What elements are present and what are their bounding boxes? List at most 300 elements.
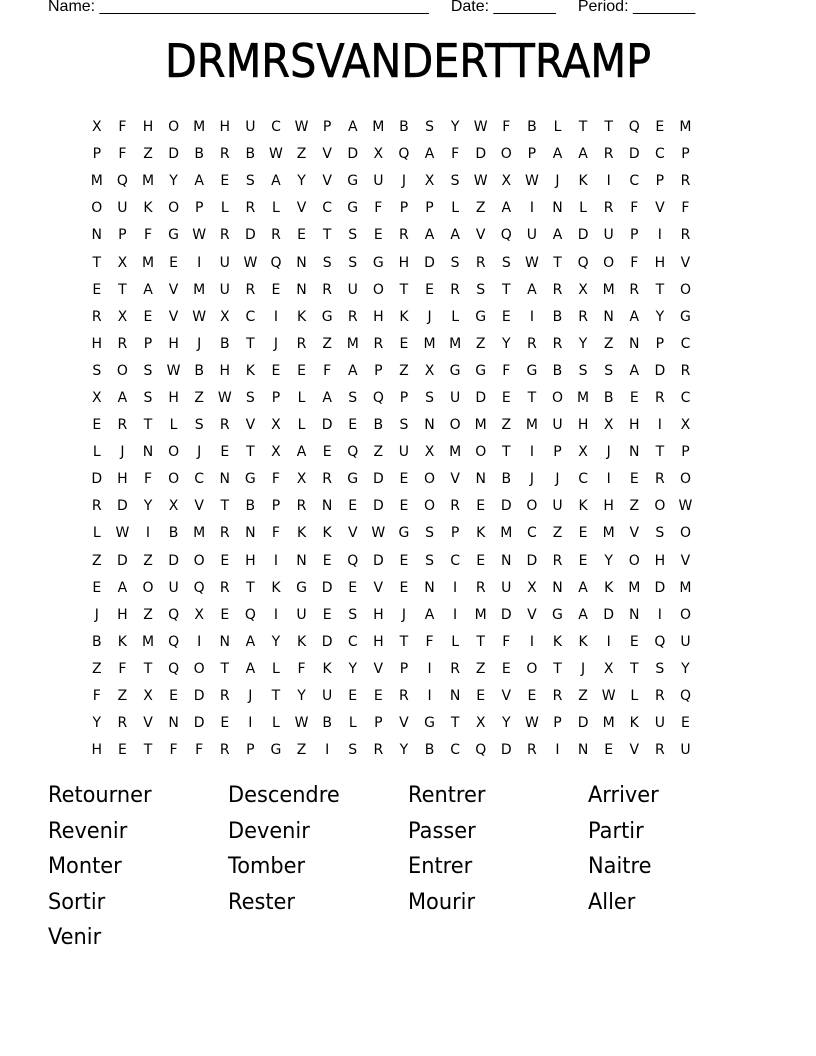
grid-letter: H xyxy=(168,389,179,406)
grid-row xyxy=(84,249,698,276)
grid-letter: R xyxy=(322,281,332,298)
grid-letter: X xyxy=(219,308,230,325)
grid-letter: U xyxy=(654,715,665,732)
grid-letter: H xyxy=(373,633,384,650)
grid-letter: U xyxy=(296,606,307,623)
grid-letter: Y xyxy=(143,498,153,515)
grid-letter: F xyxy=(297,660,306,677)
grid-row xyxy=(84,358,698,385)
grid-letter: C xyxy=(450,742,460,759)
grid-letter: G xyxy=(168,227,179,244)
period-label: Period: xyxy=(577,0,629,15)
grid-letter: X xyxy=(578,444,588,461)
word-list-item: Revenir xyxy=(48,818,128,844)
grid-letter: V xyxy=(680,254,691,271)
grid-letter: E xyxy=(655,119,665,136)
grid-letter: X xyxy=(424,362,435,379)
grid-letter: R xyxy=(552,688,563,705)
period-blank: _______ xyxy=(632,0,696,15)
grid-letter: K xyxy=(296,633,307,650)
grid-letter: F xyxy=(374,200,383,217)
grid-letter: H xyxy=(629,417,640,434)
grid-letter: M xyxy=(141,254,155,271)
grid-letter: I xyxy=(657,417,662,434)
grid-letter: Q xyxy=(116,173,128,190)
grid-letter: E xyxy=(373,688,383,705)
grid-letter: S xyxy=(348,389,358,406)
grid-letter: S xyxy=(425,552,434,569)
grid-letter: Z xyxy=(143,606,153,623)
grid-letter: P xyxy=(681,444,690,461)
grid-letter: W xyxy=(473,173,488,190)
grid-letter: W xyxy=(371,525,386,542)
grid-letter: L xyxy=(220,200,229,217)
grid-letter: A xyxy=(552,146,563,163)
grid-letter: A xyxy=(450,227,460,244)
grid-letter: M xyxy=(449,444,462,461)
grid-letter: L xyxy=(272,715,280,732)
grid-letter: E xyxy=(143,308,153,325)
grid-letter: T xyxy=(322,227,332,244)
grid-letter: V xyxy=(347,525,358,542)
grid-letter: Q xyxy=(168,633,180,650)
grid-letter: J xyxy=(555,471,560,488)
grid-row xyxy=(84,195,698,222)
grid-letter: I xyxy=(248,715,253,732)
grid-letter: R xyxy=(629,281,640,298)
grid-letter: R xyxy=(603,200,614,217)
grid-letter: Z xyxy=(92,552,102,569)
grid-letter: D xyxy=(117,498,128,515)
grid-letter: J xyxy=(401,173,406,190)
grid-letter: E xyxy=(348,417,358,434)
grid-letter: P xyxy=(194,200,204,217)
grid-letter: I xyxy=(606,633,611,650)
grid-letter: E xyxy=(399,471,409,488)
grid-letter: D xyxy=(475,146,487,163)
grid-letter: M xyxy=(602,281,615,298)
grid-letter: W xyxy=(192,308,207,325)
word-list xyxy=(48,780,808,958)
grid-letter: X xyxy=(92,389,102,406)
grid-letter: N xyxy=(424,579,435,596)
word-list-item: Sortir xyxy=(48,889,106,915)
grid-letter: T xyxy=(604,119,613,136)
grid-letter: N xyxy=(629,335,640,352)
grid-letter: R xyxy=(450,281,460,298)
grid-letter: Y xyxy=(502,715,511,732)
grid-row xyxy=(84,331,698,358)
word-list-item: Retourner xyxy=(48,783,152,808)
grid-letter: R xyxy=(117,335,128,352)
grid-letter: E xyxy=(681,715,690,732)
grid-letter: A xyxy=(296,444,307,461)
grid-letter: W xyxy=(524,173,539,190)
grid-letter: Q xyxy=(398,146,410,163)
grid-letter: D xyxy=(500,606,512,623)
grid-letter: D xyxy=(475,389,487,406)
grid-letter: V xyxy=(475,227,486,244)
grid-letter: A xyxy=(501,200,512,217)
grid-letter: I xyxy=(657,606,662,623)
word-list-item: Rester xyxy=(228,889,295,915)
grid-letter: H xyxy=(398,254,410,271)
grid-letter: I xyxy=(197,254,202,271)
grid-letter: E xyxy=(322,552,332,569)
grid-letter: E xyxy=(271,281,281,298)
grid-letter: H xyxy=(142,119,154,136)
grid-letter: N xyxy=(219,471,230,488)
grid-letter: K xyxy=(578,498,588,515)
grid-letter: S xyxy=(143,389,153,406)
grid-letter: H xyxy=(654,552,666,569)
grid-letter: G xyxy=(296,579,307,596)
date-label: Date: xyxy=(450,0,490,15)
grid-letter: X xyxy=(296,471,307,488)
grid-letter: N xyxy=(577,742,589,759)
grid-letter: R xyxy=(654,389,665,406)
grid-letter: T xyxy=(246,444,255,461)
word-list-item: Entrer xyxy=(408,854,473,879)
grid-letter: U xyxy=(245,119,256,136)
grid-letter: Q xyxy=(193,579,205,596)
grid-letter: M xyxy=(346,335,359,352)
grid-letter: L xyxy=(553,119,562,136)
grid-letter: G xyxy=(347,200,359,217)
grid-letter: A xyxy=(629,308,640,325)
grid-letter: U xyxy=(526,227,538,244)
grid-letter: N xyxy=(449,688,461,705)
grid-letter: M xyxy=(679,119,692,136)
grid-letter: D xyxy=(603,606,615,623)
grid-letter: T xyxy=(220,498,230,515)
grid-letter: J xyxy=(427,308,432,325)
grid-letter: M xyxy=(423,335,436,352)
name-blank: _____________________________________ xyxy=(99,0,429,15)
grid-letter: N xyxy=(296,254,307,271)
grid-letter: W xyxy=(166,362,181,379)
grid-letter: R xyxy=(245,200,256,217)
grid-letter: N xyxy=(629,606,640,623)
grid-letter: V xyxy=(450,471,460,488)
grid-row xyxy=(84,439,698,466)
grid-letter: C xyxy=(347,633,358,650)
grid-letter: K xyxy=(399,308,409,325)
grid-letter: F xyxy=(92,688,101,705)
grid-letter: H xyxy=(245,552,256,569)
grid-letter: R xyxy=(117,417,128,434)
grid-letter: S xyxy=(450,173,460,190)
grid-letter: V xyxy=(373,579,384,596)
grid-letter: M xyxy=(372,119,385,136)
grid-letter: J xyxy=(197,444,202,461)
grid-letter: C xyxy=(680,335,691,352)
grid-letter: O xyxy=(679,471,691,488)
grid-letter: Z xyxy=(373,444,384,461)
grid-letter: C xyxy=(578,471,588,488)
grid-letter: V xyxy=(399,715,409,732)
grid-letter: B xyxy=(322,715,332,732)
grid-letter: T xyxy=(399,633,409,650)
grid-letter: N xyxy=(603,308,614,325)
grid-letter: W xyxy=(294,119,309,136)
grid-letter: X xyxy=(373,146,384,163)
grid-letter: E xyxy=(527,688,537,705)
grid-letter: R xyxy=(373,335,384,352)
grid-letter: E xyxy=(92,417,102,434)
grid-letter: R xyxy=(219,417,230,434)
grid-letter: N xyxy=(321,498,333,515)
grid-letter: A xyxy=(245,660,256,677)
grid-letter: P xyxy=(271,389,281,406)
grid-letter: S xyxy=(501,254,511,271)
grid-letter: R xyxy=(552,335,563,352)
grid-letter: V xyxy=(629,525,640,542)
grid-letter: M xyxy=(193,119,206,136)
grid-letter: H xyxy=(219,119,231,136)
grid-letter: G xyxy=(372,254,384,271)
grid-row xyxy=(84,222,698,249)
grid-letter: Q xyxy=(168,660,180,677)
grid-letter: B xyxy=(552,362,563,379)
grid-letter: D xyxy=(168,552,179,569)
grid-letter: X xyxy=(194,606,204,623)
grid-letter: E xyxy=(629,471,639,488)
grid-letter: A xyxy=(117,579,128,596)
grid-letter: P xyxy=(92,146,102,163)
grid-letter: E xyxy=(348,688,358,705)
grid-letter: N xyxy=(475,471,486,488)
grid-letter: P xyxy=(399,660,409,677)
grid-letter: Q xyxy=(347,444,359,461)
grid-letter: O xyxy=(193,660,205,677)
word-list-item: Aller xyxy=(588,889,636,915)
grid-letter: J xyxy=(94,606,99,623)
grid-letter: E xyxy=(399,498,409,515)
grid-letter: P xyxy=(399,389,409,406)
grid-letter: B xyxy=(91,633,102,650)
grid-letter: D xyxy=(628,146,640,163)
grid-letter: L xyxy=(451,200,460,217)
grid-letter: A xyxy=(578,146,588,163)
grid-letter: J xyxy=(529,471,534,488)
grid-letter: T xyxy=(502,281,511,298)
grid-letter: C xyxy=(271,119,281,136)
grid-letter: D xyxy=(193,688,205,705)
grid-letter: A xyxy=(552,227,563,244)
grid-letter: M xyxy=(602,715,615,732)
grid-letter: C xyxy=(450,552,460,569)
grid-letter: R xyxy=(680,362,691,379)
grid-letter: W xyxy=(115,525,130,542)
grid-letter: M xyxy=(141,633,155,650)
grid-letter: R xyxy=(117,715,128,732)
grid-letter: W xyxy=(524,254,539,271)
grid-letter: V xyxy=(373,660,384,677)
grid-letter: G xyxy=(398,525,410,542)
grid-letter: J xyxy=(273,335,279,352)
grid-letter: R xyxy=(91,498,102,515)
grid-letter: T xyxy=(143,660,153,677)
grid-letter: F xyxy=(451,146,460,163)
grid-letter: E xyxy=(169,254,178,271)
grid-letter: O xyxy=(679,281,691,298)
grid-letter: W xyxy=(243,254,258,271)
grid-letter: N xyxy=(296,552,307,569)
grid-letter: R xyxy=(399,688,409,705)
grid-letter: P xyxy=(322,119,332,136)
grid-letter: V xyxy=(245,417,256,434)
grid-letter: P xyxy=(681,146,690,163)
grid-letter: T xyxy=(143,417,153,434)
grid-letter: Z xyxy=(578,688,588,705)
grid-letter: S xyxy=(476,281,486,298)
grid-letter: P xyxy=(118,227,127,244)
grid-letter: E xyxy=(348,498,358,515)
grid-letter: Z xyxy=(552,525,563,542)
grid-letter: V xyxy=(296,200,307,217)
word-list-item: Monter xyxy=(48,854,122,879)
grid-letter: E xyxy=(169,688,178,705)
grid-letter: I xyxy=(529,633,534,650)
grid-letter: P xyxy=(527,146,537,163)
grid-letter: E xyxy=(578,552,588,569)
grid-letter: I xyxy=(273,606,279,623)
grid-letter: Y xyxy=(604,552,613,569)
grid-letter: D xyxy=(117,552,128,569)
grid-letter: W xyxy=(269,146,283,163)
grid-letter: P xyxy=(630,227,639,244)
grid-letter: L xyxy=(272,660,280,677)
grid-letter: D xyxy=(168,146,179,163)
grid-letter: N xyxy=(424,417,435,434)
grid-letter: G xyxy=(680,308,691,325)
grid-letter: X xyxy=(271,444,281,461)
grid-letter: H xyxy=(219,362,231,379)
grid-letter: U xyxy=(552,417,563,434)
grid-letter: A xyxy=(347,362,358,379)
grid-letter: E xyxy=(629,389,639,406)
grid-letter: I xyxy=(529,308,534,325)
grid-letter: P xyxy=(143,335,153,352)
grid-letter: E xyxy=(501,660,511,677)
grid-letter: L xyxy=(451,308,460,325)
grid-letter: E xyxy=(220,552,230,569)
grid-letter: F xyxy=(425,633,434,650)
grid-letter: Q xyxy=(347,552,359,569)
grid-letter: L xyxy=(169,417,178,434)
grid-letter: O xyxy=(168,200,180,217)
grid-letter: T xyxy=(92,254,102,271)
grid-letter: R xyxy=(603,146,614,163)
grid-letter: G xyxy=(449,362,461,379)
grid-letter: S xyxy=(322,254,332,271)
grid-letter: E xyxy=(297,227,306,244)
grid-row xyxy=(84,629,698,656)
grid-letter: O xyxy=(372,281,384,298)
grid-letter: D xyxy=(321,633,333,650)
grid-row xyxy=(84,656,698,683)
grid-letter: L xyxy=(579,200,587,217)
grid-letter: F xyxy=(630,254,639,271)
word-list-item: Devenir xyxy=(228,818,310,844)
grid-letter: T xyxy=(655,281,665,298)
grid-letter: A xyxy=(424,606,435,623)
grid-letter: I xyxy=(273,552,279,569)
word-list-item: Partir xyxy=(588,818,644,844)
grid-letter: M xyxy=(500,525,513,542)
grid-letter: F xyxy=(681,200,690,217)
grid-letter: V xyxy=(527,606,537,623)
grid-letter: B xyxy=(245,146,256,163)
word-list-item: Venir xyxy=(48,925,102,950)
grid-letter: Y xyxy=(578,335,588,352)
grid-letter: L xyxy=(348,715,357,732)
grid-letter: U xyxy=(373,173,384,190)
grid-letter: H xyxy=(603,498,614,515)
grid-letter: J xyxy=(581,660,586,677)
grid-letter: G xyxy=(321,308,333,325)
grid-letter: M xyxy=(525,417,538,434)
grid-letter: A xyxy=(527,281,537,298)
grid-letter: I xyxy=(427,688,432,705)
grid-letter: A xyxy=(424,146,435,163)
grid-letter: X xyxy=(424,444,435,461)
grid-letter: F xyxy=(118,660,127,677)
grid-letter: E xyxy=(220,444,230,461)
grid-letter: A xyxy=(245,633,256,650)
grid-letter: K xyxy=(322,660,332,677)
grid-letter: G xyxy=(347,173,359,190)
grid-letter: K xyxy=(476,525,486,542)
grid-letter: D xyxy=(424,254,435,271)
word-list-item: Passer xyxy=(408,818,476,844)
grid-letter: Y xyxy=(399,742,409,759)
grid-letter: R xyxy=(527,742,537,759)
grid-letter: V xyxy=(322,173,332,190)
grid-letter: Z xyxy=(143,146,153,163)
grid-letter: X xyxy=(475,715,486,732)
grid-letter: N xyxy=(245,525,256,542)
grid-letter: O xyxy=(628,552,640,569)
grid-letter: D xyxy=(526,552,538,569)
grid-letter: Z xyxy=(143,552,153,569)
grid-letter: R xyxy=(219,742,230,759)
grid-letter: A xyxy=(347,119,358,136)
grid-letter: R xyxy=(91,308,102,325)
grid-letter: Q xyxy=(577,254,589,271)
grid-letter: E xyxy=(476,552,486,569)
grid-row xyxy=(84,141,698,168)
grid-letter: E xyxy=(604,742,614,759)
grid-letter: I xyxy=(145,525,151,542)
grid-letter: F xyxy=(118,119,127,136)
grid-letter: T xyxy=(246,579,255,596)
grid-letter: K xyxy=(245,362,255,379)
grid-letter: E xyxy=(92,281,102,298)
grid-letter: I xyxy=(197,633,202,650)
grid-letter: D xyxy=(500,742,512,759)
grid-letter: F xyxy=(169,742,178,759)
grid-letter: C xyxy=(629,173,640,190)
grid-letter: X xyxy=(117,308,128,325)
grid-letter: V xyxy=(655,200,665,217)
grid-letter: S xyxy=(655,525,665,542)
grid-letter: O xyxy=(91,200,103,217)
grid-letter: T xyxy=(502,444,511,461)
grid-letter: N xyxy=(142,444,154,461)
grid-letter: R xyxy=(219,525,230,542)
